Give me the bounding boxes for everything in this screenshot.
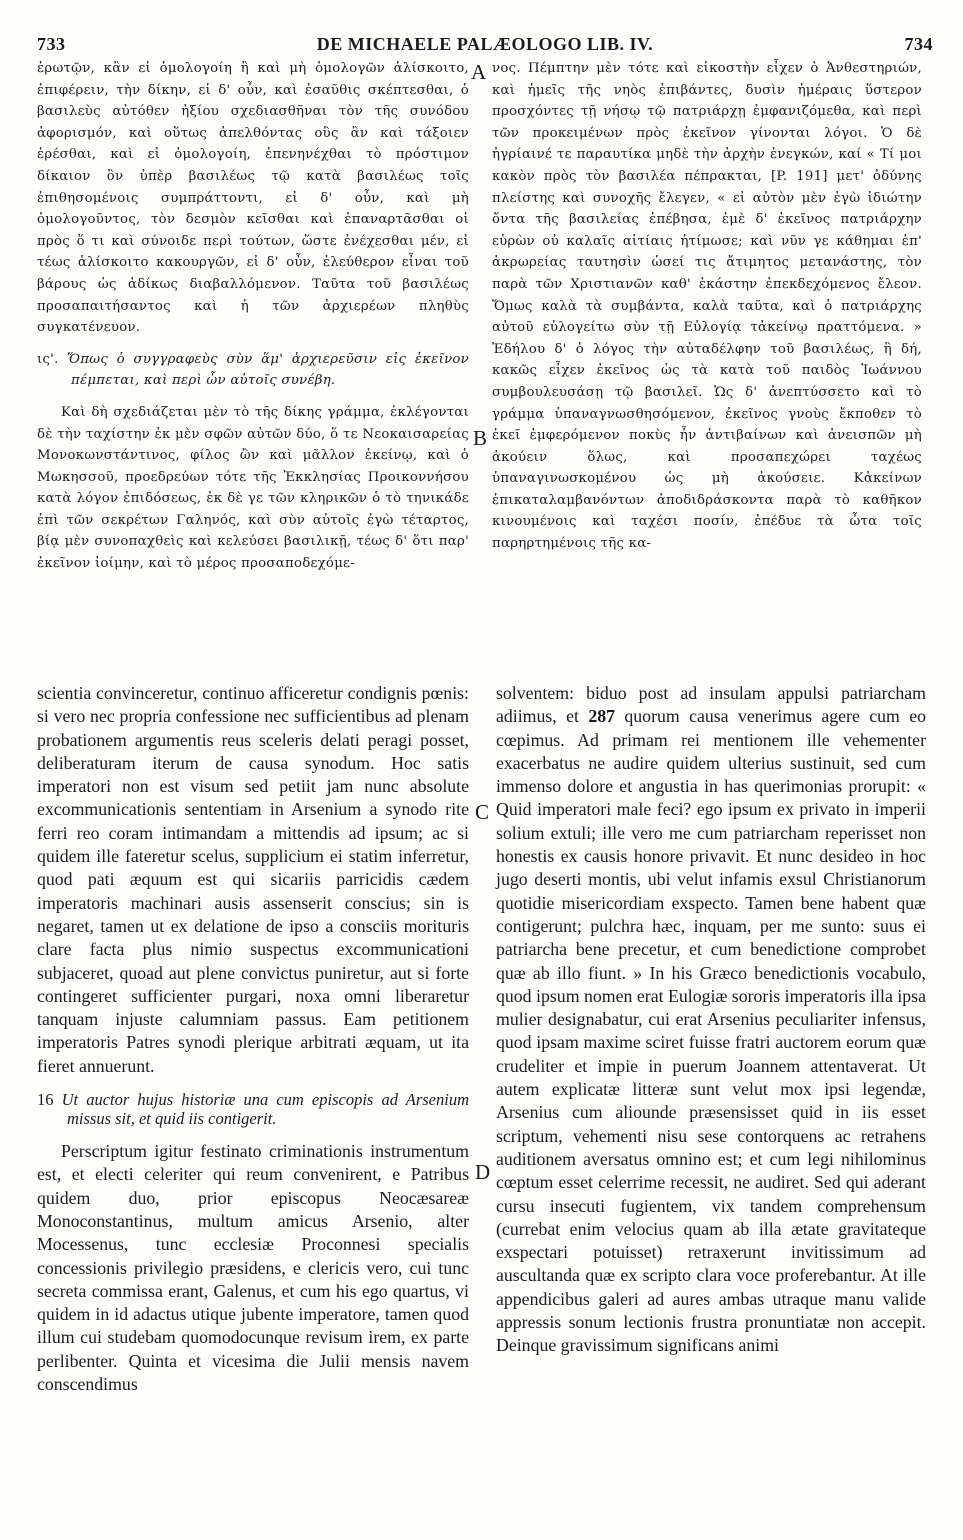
- latin-text: quorum causa venerimus agere cum eo cœpimus. Ad primam rei mentionem ille vehementer exacerbatus ne audire quidem ulterius sustinuit, sed cum immenso dolore et angustia in has querimonias prorupit: « Quid imperatori male feci? ego ipsum ex privato in imperii solium extuli; ille vero me cum patriarcham reperisset non honestis ex causis honore privavit. Et nunc desideo in hoc jugo deserti montis, ubi velut infamis exsul Christianorum quotidie misericordiam exspecto. Tamen bene habent quæ contigerunt; pulchra hæc, inquam, per me sunto: suus ei patriarcha bene precetur, et cum benedictione comprobet quæ ab illo fiunt. » In his Græco benedictionis vocabulo, quod ipsum nomen erat Eulogiæ sororis imperatoris illa ipsa mulier designabatur, cui erat Arsenius peculiariter infensus, quod ipsam maxime sciret fuisse fratri auctorem eorum quæ crudeliter et impie in puerum Joannem attentaverat. Ut autem explicatæ litteræ sunt velut mox ipsi legendæ, Arsenius cum aliounde præsensisset quid in iis esset scriptum, vehementi nisu sese contorquens ac retrahens auditionem aversatus omnino est; et cum legi nihilominus cœptum esset celerrime recessit, ne audiret. Sed qui aderant cursu insecuti fugientem, vix tandem comprehensum (currebat enim velocius quam ab illa ætate gravitateque exspectari potuisset) retraxerunt invitissimum ad auscultanda quæ ex scripto clara voce proferebantur. At ille appendicibus galeri ad aures ambas utraque manu valide appressis sonum lectionis frustra pronuntiatæ non accepit. Deinque gravissimum significans animi: [496, 706, 927, 1356]
- page-number-left: 733: [37, 34, 66, 54]
- greek-paragraph: Καὶ δὴ σχεδιάζεται μὲν τὸ τῆς δίκης γράμμα, ἐκλέγονται δὲ τὴν ταχίστην ἐκ μὲν σφῶν αὐτῶν δύο, ὅ τε Νεοκαισαρείας Μονοκωνστάντινος, φίλος ὢν καὶ μᾶλλον ἐκείνῳ, καὶ ὁ Μωκησσοῦ, προεδρεύων τότε τῆς Ἐκκλησίας Προικοννήσου κατὰ λόγον ἐπιδόσεως, ἐκ δὲ γε τῶν κληρικῶν ὁ τὸ τηνικάδε ἐπὶ τῶν σεκρέτων Γαληνός, καὶ σὺν αὐτοῖς ἐγὼ τέταρτος, βίᾳ μὲν συνοπαχθεὶς καὶ κελεύσει βασιλικῇ, τέως δ' ὅτι παρ' ἐκεῖνον ἰοίμην, καὶ τὸ μέρος προσαποδεχόμε-: [37, 404, 469, 572]
- latin-section-number: 16: [37, 1090, 54, 1110]
- margin-mark-d: D: [475, 1160, 491, 1184]
- greek-section-heading: [37, 349, 469, 392]
- latin-paragraph: scientia convinceretur, continuo afficeretur condignis pœnis: si vero nec propria confessione nec sufficientibus ad plenam probationem argumentis reus sceleris delati peragi posset, deliberaturam iterum de causa synodum. Hoc satis imperatori non est visum sed petiit jam nunc absolute excommunicationis sententiam in Arsenium a synodo rite ferri reo coram intimandam a mittendis ad ipsum; ac si quidem ille fateretur scelus, supplicium ei statim inferretur, quod pati æquum est qui sicariis parricidis cædem imperatoris machinari ausis assenserit conscius; sin is negaret, tamen ut ex delatione de ipso a consciis morituris clare facta plus nimio suspectus excommunicationi subjaceret, quoad aut plene convictus puniretur, aut si forte contingeret sufficienter purgari, noxa omni liberaretur tanquam injuste calumniam passus. Eam petitionem imperatoris Patres synodi plerique arbitrati æquam, ut ita fieret annuerunt.: [37, 683, 469, 1076]
- greek-section-number: ις'.: [37, 351, 59, 367]
- page-number-right: 734: [904, 34, 933, 54]
- margin-mark-c: C: [475, 800, 490, 824]
- latin-text: solventem: biduo post ad insulam appulsi patriarcham adiimus, et: [496, 683, 926, 727]
- latin-paragraph: [496, 682, 926, 1358]
- running-title: DE MICHAELE PALÆOLOGO LIB. IV.: [316, 34, 654, 54]
- latin-section-title: Ut auctor hujus historiæ una cum episcopis ad Arsenium missus sit, et quid iis contigerit.: [61, 1090, 469, 1129]
- latin-section-heading: [37, 1090, 469, 1128]
- margin-mark-b: B: [473, 426, 488, 450]
- margin-mark-a: A: [471, 60, 487, 84]
- latin-column-right: [496, 682, 926, 1358]
- latin-column-left: [37, 682, 469, 1396]
- greek-paragraph: ἐρωτῷν, κἂν εἰ ὁμολογοίη ἢ καὶ μὴ ὁμολογῶν ἁλίσκοιτο, ἐπιφέρειν, τὴν δίκην, εἰ δ' οὖν, καὶ ἐσαῦθις σκέπτεσθαι, ὁ βασιλεὺς αὐτόθεν ἠξίου σχεδιασθῆναι τὸν τῆς συνόδου ἀφορισμόν, καὶ οὕτως ἀπελθόντας οὓς ἂν καὶ τάξοιεν ἐρέσθαι, καὶ εἰ ὁμολογοίη, ἐπενηνέχθαι τὸ πρόστιμον δίκαιον ὂν ὑπὲρ βασιλέως τῷ κατὰ βασιλέως τοῖς ἐπιθησομένοις συμπράττοντι, εἰ δ' οὖν, καὶ μὴ ὁμολογοῦντος, τὸν δεσμὸν κεῖσθαι καὶ ἐπαναρτᾶσθαι οἱ πρὸς ὅ τι καὶ σύνοιδε περὶ τούτων, ὥστε ἐνέχεσθαι μέν, εἰ τέως ἁλίσκοιτο κακουργῶν, εἰ δ' οὖν, ἐλεύθερον εἶναι τοῦ βάρους ὡς ἀδίκως διαβαλλόμενον. Ταῦτα τοῦ βασιλέως προσαπαιτήσαντος καὶ ἡ τῶν ἀρχιερέων πληθὺς συγκατένευον.: [37, 61, 469, 336]
- page-marker-number: 287: [588, 706, 616, 727]
- greek-column-left: [37, 58, 469, 575]
- greek-column-right: [492, 58, 922, 555]
- running-header: [37, 34, 933, 60]
- greek-paragraph: νος. Πέμπτην μὲν τότε καὶ εἰκοστὴν εἶχεν ὁ Ἀνθεστηριών, καὶ ἡμεῖς τῆς νηὸς ἐπιβάντες, δυσὶν ἡμέραις ὕστερον προσχόντες τῇ νήσῳ τῷ πατριάρχῃ ἐμφανιζόμεθα, καὶ περὶ τῶν προκειμένων πρὸς ἐκεῖνον γίνονται λόγοι. Ὁ δὲ ἠγρίαινέ τε παραυτίκα μηδὲ τὴν ἀρχὴν ἐνεγκών, καί « Τί μοι κακὸν πρὸς τὸν βασιλέα πέπρακται, [P. 191] μετ' ὀδύνης πλείστης καὶ συνοχῆς ἔλεγεν, « εἰ αὐτὸν μὲν ἐγὼ ἰδιώτην ὄντα τῆς βασιλείας ἐπέβησα, ἐμὲ δ' ἐκεῖνος πατριάρχην εὑρὼν οὐ καλαῖς αἰτίαις ἠτίμωσε; καὶ νῦν γε κάθημαι ἐπ' ἀκρωρείας ταυτησὶν ὡσεί τις ἄτιμητος μετανάστης, τὸν παρὰ τῶν Χριστιανῶν καθ' ἑκάστην ἐπεκδεχόμενος ἔλεον. Ὅμως καλὰ τὰ συμβάντα, καλὰ ταῦτα, καὶ ὁ πατριάρχης αὐτοῦ εὐλογείτω σὺν τῇ Εὐλογίᾳ τἀκείνῳ πραττόμενα. » Ἐδήλου δ' ὁ λόγος τὴν αὐταδέλφην τοῦ βασιλέως, ἣ δή, κακῶς εἶχεν ἐκεῖνος ὡς τὰ κατὰ τοῦ παιδὸς Ἰωάννου συμβουλευσάσῃ τῷ βασιλεῖ. Ὡς δ' ἀνεπτύσσετο καὶ τὸ γράμμα ὑπαναγνωσθησόμενον, ἐκεῖνος γνοὺς ἔκποθεν τὸ ἐκεῖ ἐμφερόμενον ποκὺς ἦν ἀντιβαίνων καὶ ἀνεισπῶν μὴ ἀκούειν ὅλως, καὶ προσαπεχώρει ταχέως ὑπαναγινωσκομένου ὡς μὴ ἀκούσειε. Κἀκείνων ἐπικαταλαμβανόντων ἀποδιδράσκοντα παρὰ τὸ καθῆκον κινουμένοις καὶ ταχέσι ποσίν, ἐπέδυε τὰ ὦτα τοῖς παρηρτημένοις τῆς κα-: [492, 61, 922, 552]
- greek-section-title: Ὅπως ὁ συγγραφεὺς σὺν ἅμ' ἀρχιερεῦσιν εἰς ἐκεῖνον πέμπεται, καὶ περὶ ὧν αὐτοῖς συνέβη.: [67, 351, 469, 389]
- latin-paragraph: Perscriptum igitur festinato criminationis instrumentum est, et electi celeriter qui reum convenirent, e Patribus quidem duo, prior episcopus Neocæsareæ Monoconstantinus, multum amicus Arsenio, alter Mocessenus, tunc ecclesiæ Proconnesi specialis concessionis privilegio præsidens, e clericis vero, cui tunc secreta commissa erant, Galenus, et cum his ego quartus, vi quidem in id adactus utique jubente imperatore, tamen quod illum cui studebam quomodocunque revisum irem, ex parte perlibenter. Quinta et vicesima die Julii mensis navem conscendimus: [37, 1141, 469, 1395]
